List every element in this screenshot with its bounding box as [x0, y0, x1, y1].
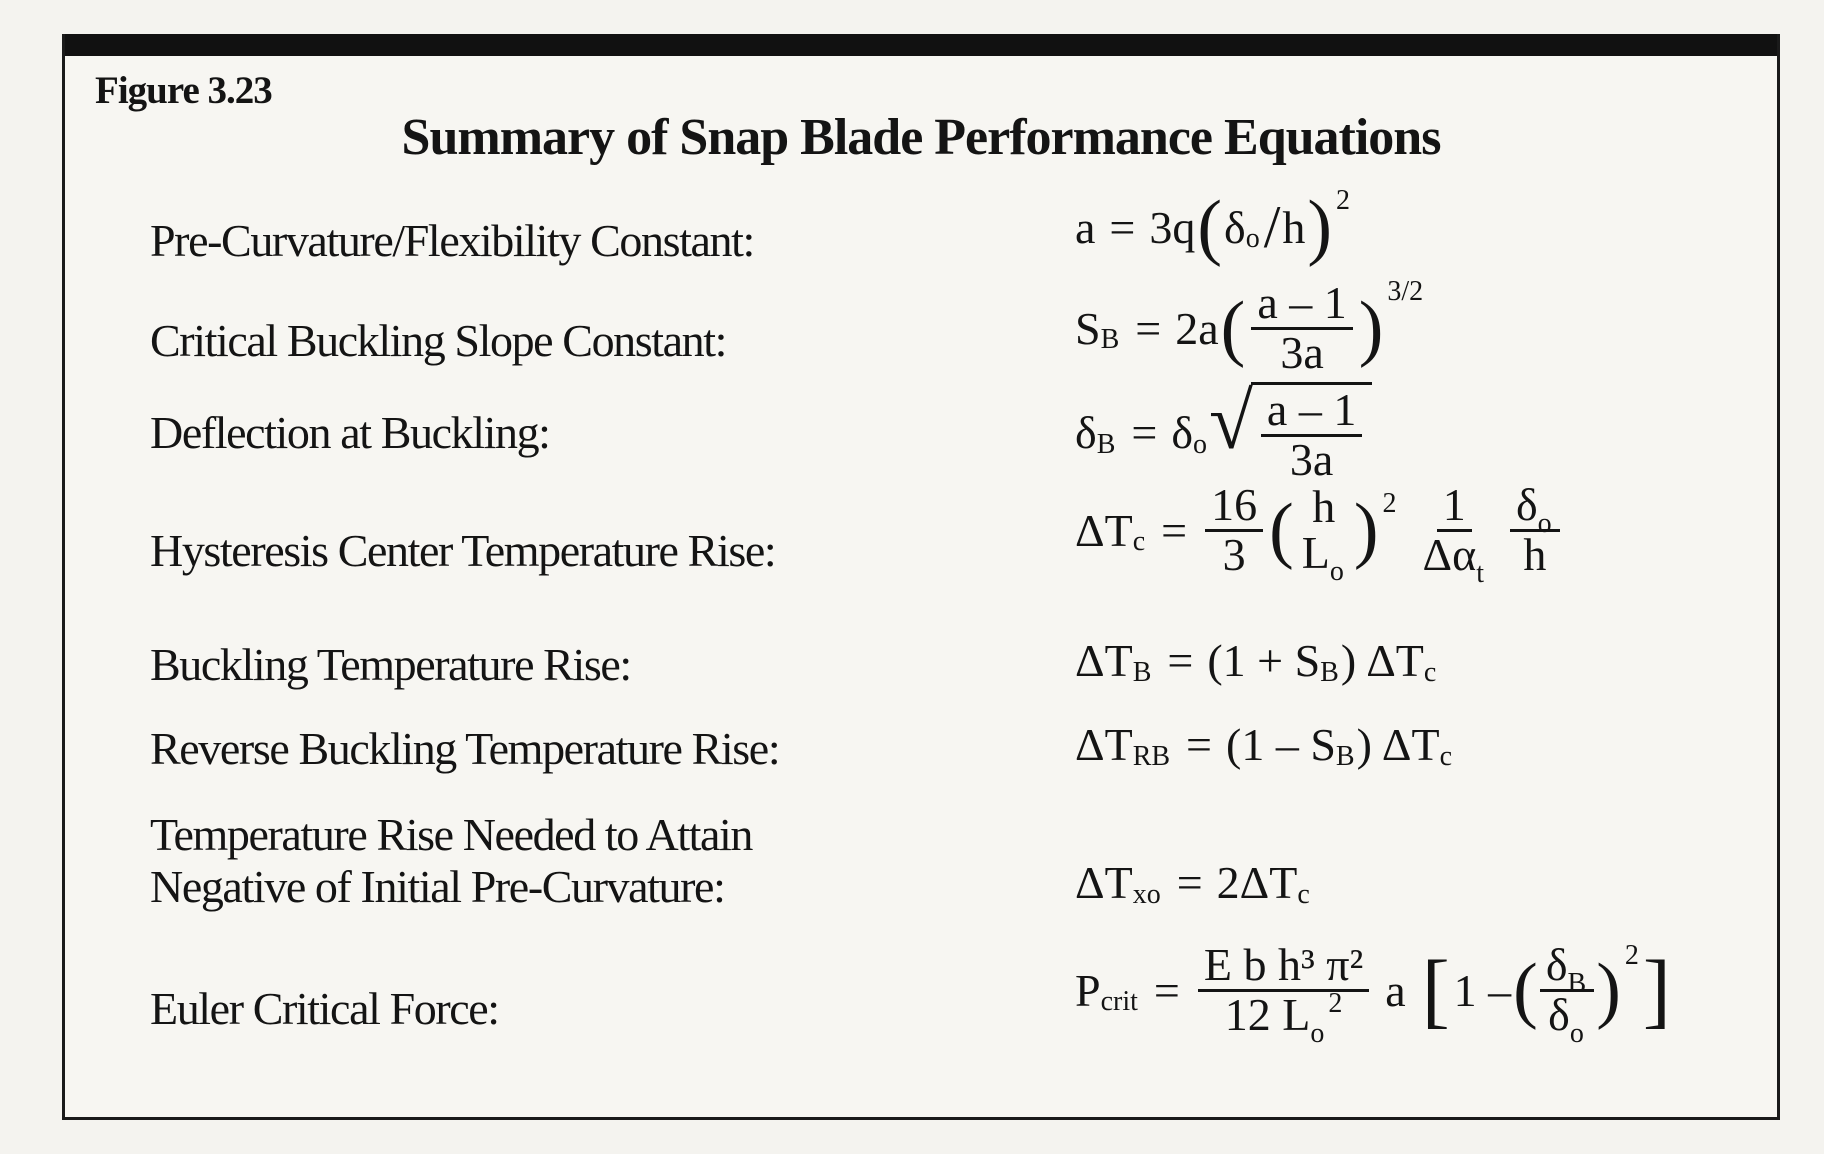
eq8-inner-fraction: [1540, 939, 1594, 1049]
eq6-sub-rb: RB: [1132, 740, 1171, 772]
eq8-one-minus: 1 –: [1453, 964, 1512, 1016]
eq4-sub-c: c: [1132, 526, 1146, 558]
eq4-frac-1-dalpha: [1417, 479, 1492, 589]
eq5-sub-b: B: [1132, 656, 1152, 688]
eq5-paren-expr: (1 + S: [1207, 635, 1321, 686]
eq4-num-16: 16: [1205, 482, 1263, 532]
eq8-inner-num-sub: B: [1567, 968, 1587, 999]
figure-frame: [62, 34, 1780, 1120]
eq6-paren-right: ): [1356, 719, 1372, 770]
label-reverse-buckling: Reverse Buckling Temperature Rise:: [150, 723, 780, 774]
sqrt-icon: √: [1209, 378, 1253, 466]
label-hysteresis-center: Hysteresis Center Temperature Rise:: [150, 525, 776, 576]
eq4-den-l-sub: o: [1329, 556, 1344, 588]
eq1-equals: =: [1109, 201, 1136, 253]
eq7-rhs: 2ΔT: [1216, 857, 1298, 908]
eq4-frac-h-l: [1296, 480, 1352, 588]
eq8-exponent: 2: [1624, 940, 1639, 972]
eq1-paren-right: ): [1307, 186, 1333, 268]
equation-buckling-temp: [1075, 634, 1438, 687]
label-critical-buckling-slope: Critical Buckling Slope Constant:: [150, 315, 727, 366]
eq8-sub-crit: crit: [1100, 986, 1138, 1018]
eq2-s: S: [1075, 302, 1101, 354]
eq1-paren-left: (: [1197, 186, 1223, 268]
eq4-num-delta: δ: [1515, 479, 1538, 530]
eq4-den-l: L: [1301, 527, 1330, 579]
equation-pre-curvature: [1075, 185, 1351, 268]
equation-reverse-buckling: [1075, 718, 1454, 771]
eq2-coef: 2a: [1175, 302, 1219, 354]
eq4-exponent: 2: [1382, 488, 1397, 520]
eq4-delta-t: ΔT: [1075, 504, 1133, 556]
top-bar: [65, 34, 1777, 56]
eq3-equals: =: [1131, 407, 1158, 459]
eq3-sqrt: [1209, 378, 1372, 485]
label-buckling-temp-rise: Buckling Temperature Rise:: [150, 639, 631, 690]
eq2-fraction: [1251, 277, 1352, 378]
equation-hysteresis: [1075, 479, 1564, 589]
eq5-delta-t2: ΔT: [1366, 635, 1424, 686]
eq6-equals: =: [1186, 719, 1212, 770]
label-euler-critical-force: Euler Critical Force:: [150, 983, 499, 1034]
eq8-fraction: [1198, 939, 1369, 1049]
label-temp-rise-needed-2: Negative of Initial Pre-Curvature:: [150, 861, 725, 912]
eq1-slash: /: [1263, 194, 1281, 261]
eq1-delta: δ: [1224, 201, 1246, 253]
eq1-exponent: 2: [1336, 185, 1351, 217]
eq6-delta-t2: ΔT: [1381, 719, 1440, 770]
eq2-s-sub: B: [1100, 324, 1120, 356]
eq3-delta0: δ: [1171, 407, 1194, 459]
eq8-den-12l: 12 L: [1224, 988, 1311, 1040]
eq5-sub-c: c: [1423, 656, 1437, 688]
eq6-delta-t: ΔT: [1075, 719, 1133, 770]
eq3-denominator: 3a: [1289, 433, 1334, 485]
eq7-delta-t: ΔT: [1075, 857, 1133, 908]
eq3-fraction: [1261, 384, 1362, 485]
eq8-inner-num: δ: [1545, 939, 1568, 990]
eq1-lhs: a: [1075, 201, 1096, 253]
eq3-delta0-sub: o: [1193, 428, 1208, 460]
eq4-den-3: 3: [1222, 528, 1246, 580]
eq2-paren-left: (: [1220, 287, 1246, 370]
figure-title: Summary of Snap Blade Performance Equations: [401, 109, 1441, 166]
eq4-den-dalpha-sub: t: [1476, 557, 1484, 589]
eq8-equals: =: [1153, 964, 1180, 1016]
eq2-paren-right: ): [1358, 287, 1384, 370]
eq1-coef: 3q: [1149, 201, 1196, 253]
eq7-sub-c: c: [1297, 878, 1310, 910]
eq4-num-1: 1: [1437, 482, 1472, 532]
eq4-den-h: h: [1523, 528, 1547, 580]
eq3-sqrt-body: [1251, 382, 1372, 484]
label-temp-rise-needed-1: Temperature Rise Needed to Attain: [150, 809, 753, 860]
eq5-paren-sub: B: [1320, 656, 1339, 688]
eq8-a: a: [1385, 964, 1406, 1016]
eq8-inner-den: δ: [1548, 988, 1570, 1040]
eq3-numerator: a – 1: [1261, 387, 1362, 437]
label-pre-curvature: Pre-Curvature/Flexibility Constant:: [150, 215, 754, 266]
equation-euler-force: [1075, 939, 1675, 1049]
equation-deflection: [1075, 378, 1372, 485]
eq8-inner-den-sub: o: [1569, 1017, 1584, 1049]
figure-label: Figure 3.23: [95, 69, 272, 112]
eq4-paren-left: (: [1269, 489, 1294, 572]
eq6-sub-c: c: [1439, 740, 1453, 772]
eq8-bracket-right: ]: [1642, 943, 1671, 1037]
label-deflection-at-buckling: Deflection at Buckling:: [150, 407, 550, 458]
eq8-paren-left: (: [1513, 949, 1538, 1032]
eq8-paren-right: ): [1596, 949, 1621, 1032]
eq2-exponent: 3/2: [1387, 276, 1424, 308]
eq4-num-h: h: [1312, 480, 1336, 532]
eq3-delta: δ: [1075, 407, 1097, 459]
equation-critical-slope: [1075, 276, 1424, 378]
eq4-den-dalpha: Δα: [1422, 528, 1477, 580]
eq7-equals: =: [1176, 857, 1203, 908]
eq5-delta-t: ΔT: [1075, 635, 1133, 686]
eq8-den-exp: 2: [1328, 987, 1343, 1019]
eq3-delta-sub: B: [1096, 428, 1116, 460]
eq4-equals: =: [1161, 504, 1188, 556]
eq5-equals: =: [1167, 635, 1194, 686]
eq4-frac-16-3: [1205, 479, 1263, 580]
eq2-equals: =: [1135, 302, 1162, 354]
eq2-denominator: 3a: [1280, 326, 1324, 378]
eq8-bracket-left: [: [1421, 943, 1450, 1037]
eq1-delta-sub: o: [1245, 223, 1260, 255]
eq1-h: h: [1282, 201, 1306, 253]
eq7-sub-xo: xo: [1132, 878, 1161, 910]
eq8-numerator: E b h³ π²: [1198, 942, 1369, 992]
eq8-den-sub: o: [1310, 1017, 1325, 1049]
eq6-paren-sub: B: [1335, 740, 1355, 772]
equation-temp-rise-needed: [1075, 856, 1312, 909]
eq8-p: P: [1075, 964, 1101, 1016]
eq2-numerator: a – 1: [1251, 280, 1352, 330]
eq4-paren-right: ): [1353, 489, 1379, 572]
eq5-paren-right: ): [1340, 635, 1357, 686]
eq6-paren-expr: (1 – S: [1226, 719, 1336, 770]
eq4-frac-d0-h: [1510, 479, 1560, 580]
eq4-num-delta-sub: o: [1537, 508, 1552, 539]
